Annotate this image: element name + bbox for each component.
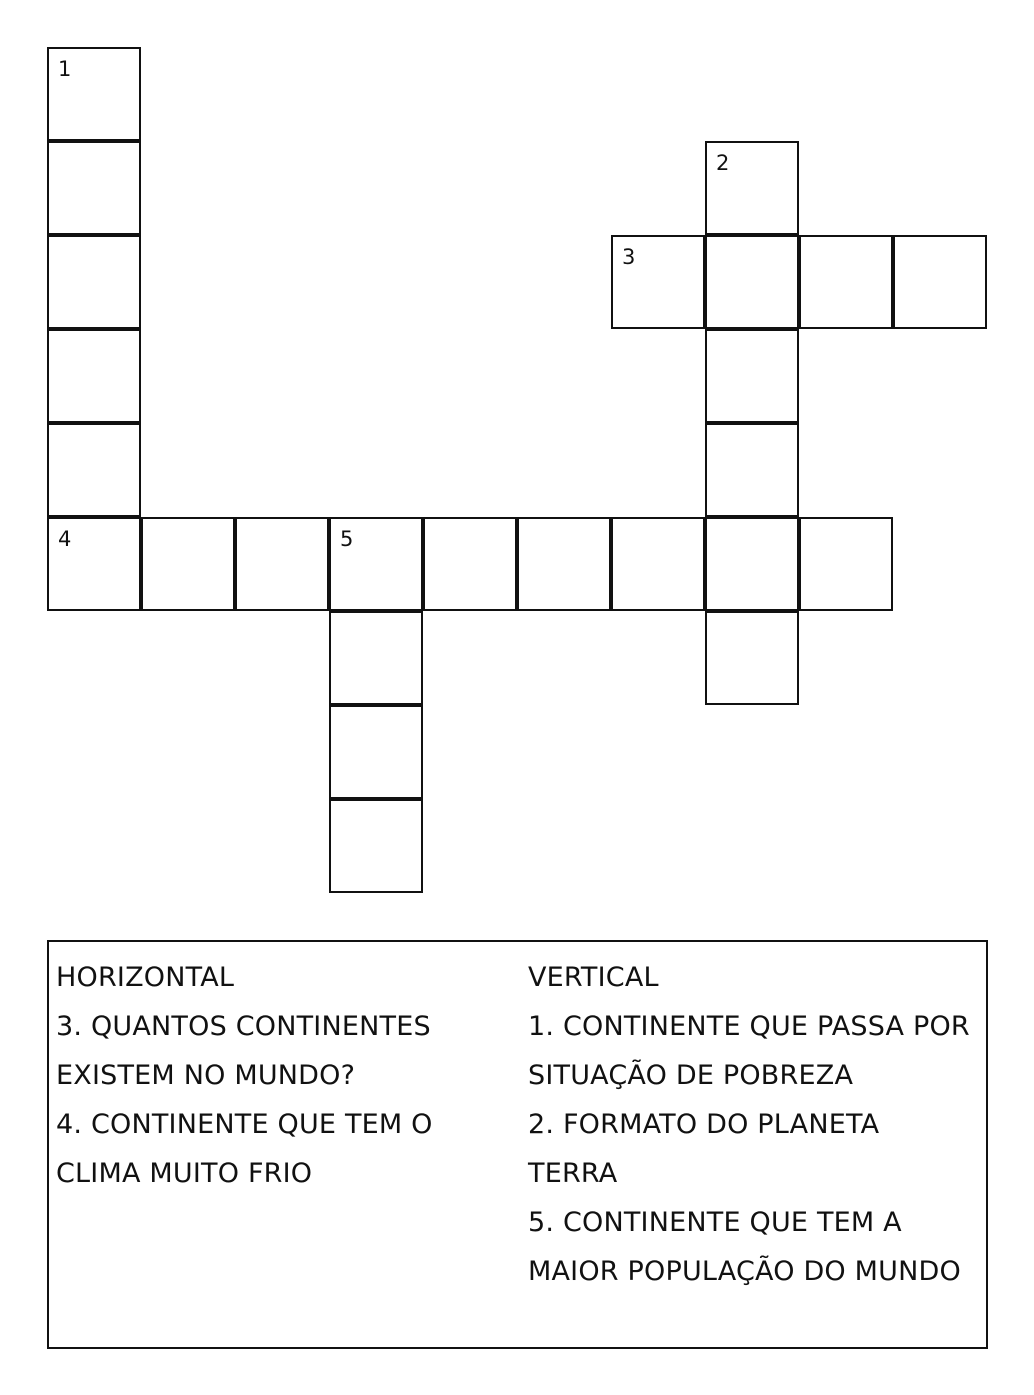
crossword-cell[interactable]	[47, 47, 141, 141]
crossword-cell[interactable]	[705, 611, 799, 705]
crossword-cell[interactable]	[705, 423, 799, 517]
clue-number: 3	[622, 245, 636, 269]
clues-box	[47, 940, 988, 1349]
vertical-clues	[528, 953, 983, 1296]
crossword-cell[interactable]	[329, 705, 423, 799]
clue-line: TERRA	[528, 1158, 618, 1189]
crossword-cell[interactable]	[141, 517, 235, 611]
crossword-cell[interactable]	[705, 517, 799, 611]
crossword-cell[interactable]	[705, 235, 799, 329]
crossword-cell[interactable]	[799, 517, 893, 611]
clue-line: 3. QUANTOS CONTINENTES	[56, 1011, 431, 1042]
clue-line: 4. CONTINENTE QUE TEM O	[56, 1109, 433, 1140]
clue-number: 5	[340, 527, 354, 551]
crossword-cell[interactable]	[329, 517, 423, 611]
clue-line: 2. FORMATO DO PLANETA	[528, 1109, 880, 1140]
crossword-cell[interactable]	[893, 235, 987, 329]
clue-number: 4	[58, 527, 72, 551]
clue-line: 5. CONTINENTE QUE TEM A	[528, 1207, 902, 1238]
clue-line: MAIOR POPULAÇÃO DO MUNDO	[528, 1256, 961, 1287]
clue-line: CLIMA MUITO FRIO	[56, 1158, 313, 1189]
clue-number: 1	[58, 57, 72, 81]
crossword-cell[interactable]	[517, 517, 611, 611]
horizontal-heading: HORIZONTAL	[56, 962, 235, 993]
crossword-cell[interactable]	[705, 141, 799, 235]
crossword-cell[interactable]	[235, 517, 329, 611]
crossword-cell[interactable]	[47, 141, 141, 235]
crossword-cell[interactable]	[423, 517, 517, 611]
clue-line: EXISTEM NO MUNDO?	[56, 1060, 356, 1091]
clue-number: 2	[716, 151, 730, 175]
crossword-cell[interactable]	[47, 329, 141, 423]
crossword-cell[interactable]	[799, 235, 893, 329]
horizontal-clues	[56, 953, 496, 1198]
crossword-cell[interactable]	[329, 611, 423, 705]
clue-line: 1. CONTINENTE QUE PASSA POR	[528, 1011, 970, 1042]
crossword-cell[interactable]	[329, 799, 423, 893]
crossword-cell[interactable]	[47, 423, 141, 517]
crossword-cell[interactable]	[611, 517, 705, 611]
crossword-cell[interactable]	[705, 329, 799, 423]
clue-line: SITUAÇÃO DE POBREZA	[528, 1060, 854, 1091]
vertical-heading: VERTICAL	[528, 962, 659, 993]
crossword-cell[interactable]	[47, 235, 141, 329]
crossword-cell[interactable]	[611, 235, 705, 329]
crossword-cell[interactable]	[47, 517, 141, 611]
